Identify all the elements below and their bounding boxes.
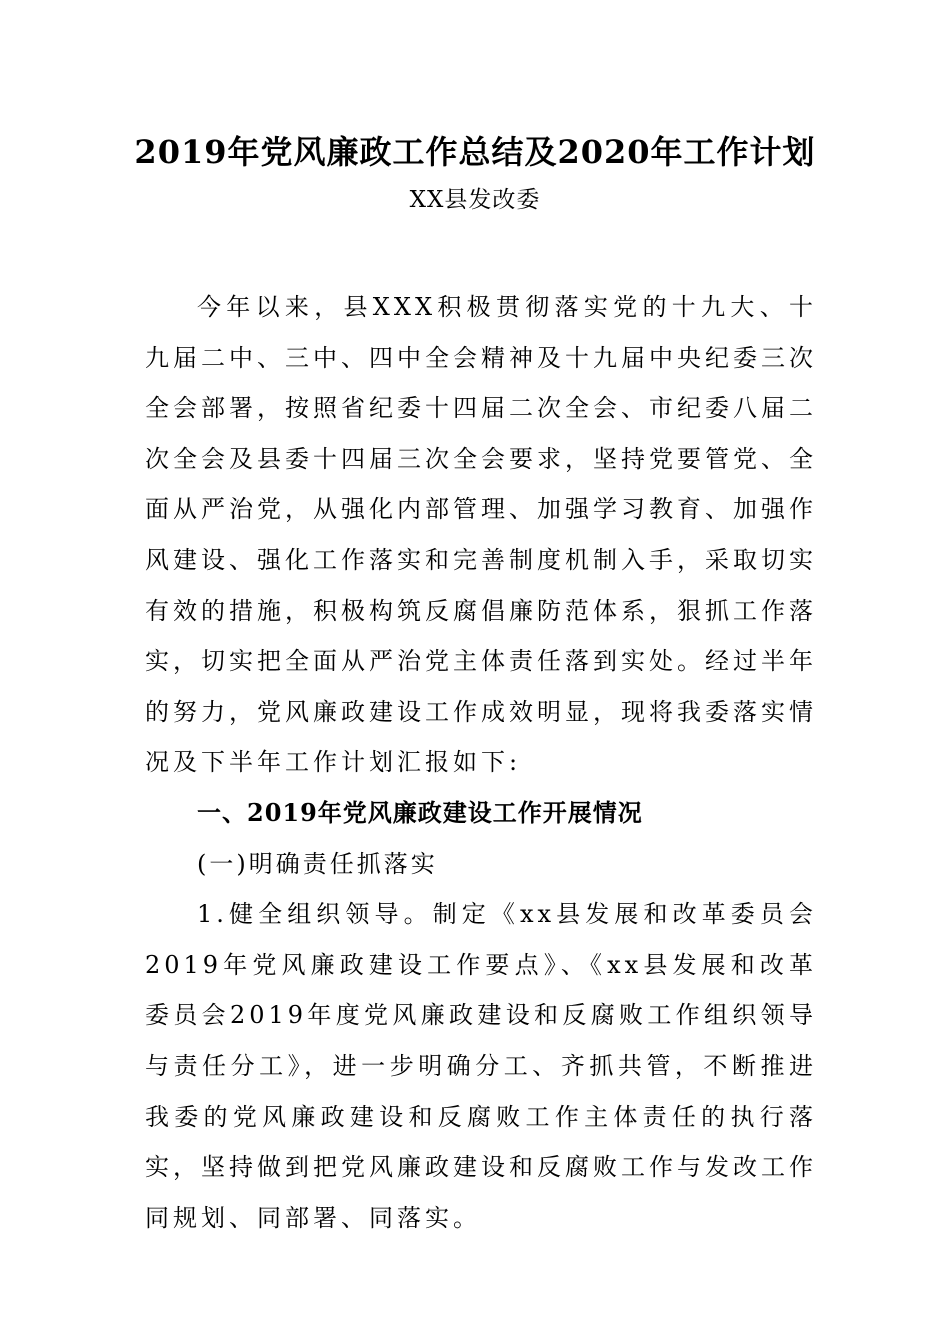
section-heading: 一、2019年党风廉政建设工作开展情况 (197, 797, 643, 827)
intro-paragraph: 今年以来，县XXX积极贯彻落实党的十九大、十九届二中、三中、四中全会精神及十九届中央纪委三次全会部署，按照省纪委十四届二次全会、市纪委八届二次全会及县委十四届三次全会要求，坚持党要管党、全面从严治党，从强化内部管理、加强学习教育、加强作风建设、强化工作落实和完善制度机制入手，采取切实有效的措施，积极构筑反腐倡廉防范体系，狠抓工作落实，切实把全面从严治党主体责任落到实处。经过半年的努力，党风廉政建设工作成效明显，现将我委落实情况及下半年工作计划汇报如下: (145, 293, 817, 777)
document-subtitle: XX县发改委 (409, 187, 541, 213)
document-title: 2019年党风廉政工作总结及2020年工作计划 (134, 133, 816, 171)
item-paragraph: 1.健全组织领导。制定《xx县发展和改革委员会2019年党风廉政建设工作要点》、《xx县发展和改革委员会2019年度党风廉政建设和反腐败工作组织领导与责任分工》，进一步明确分工、齐抓共管，不断推进我委的党风廉政建设和反腐败工作主体责任的执行落实，坚持做到把党风廉政建设和反腐败工作与发改工作同规划、同部署、同落实。 (145, 900, 817, 1232)
document-body (145, 282, 817, 1243)
subsection-heading: (一)明确责任抓落实 (197, 849, 438, 878)
